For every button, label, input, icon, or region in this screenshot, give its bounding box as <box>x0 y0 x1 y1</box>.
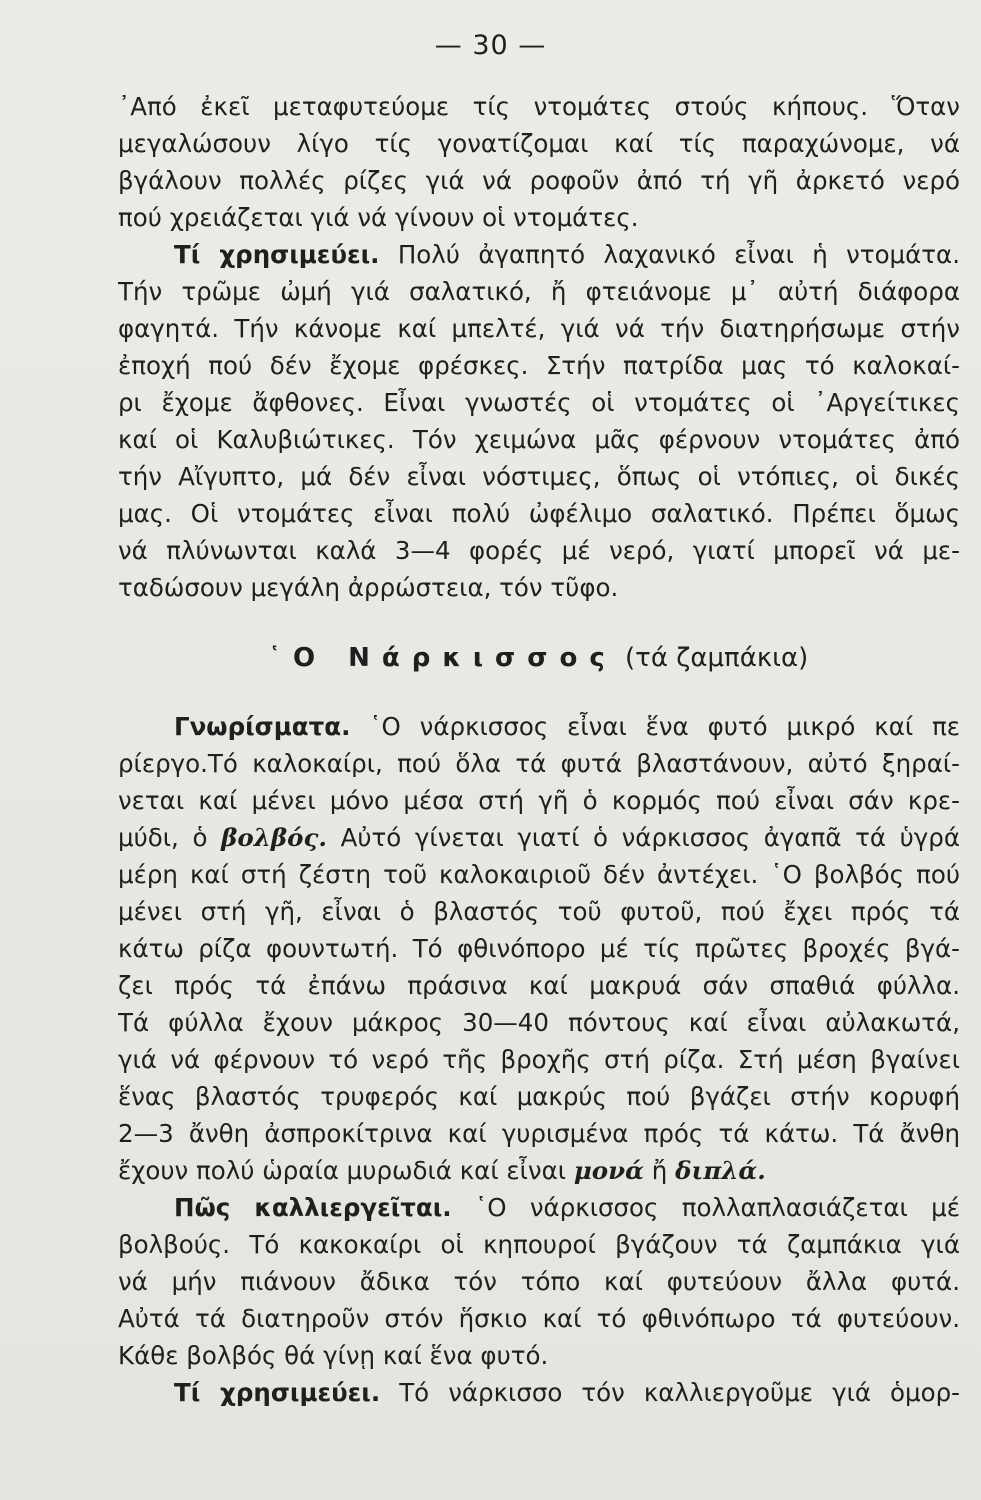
narcissus-section <box>118 708 960 1411</box>
text-line <box>118 708 960 745</box>
paragraph-label: Γνωρίσματα. <box>174 712 351 741</box>
text-line: ζει πρός τά ἐπάνω πράσινα καί μακρυά σάν σπαθιά φύλλα. <box>118 971 960 1000</box>
text-run: ἤ <box>651 1156 668 1185</box>
text-line <box>118 819 960 856</box>
tomato-section <box>118 88 960 606</box>
text-line: μέρη καί στή ζέστη τοῦ καλοκαιριοῦ δέν ἀντέχει. ῾Ο βολβός πού <box>118 860 960 889</box>
text-line: ρι ἔχομε ἄφθονες. Εἶναι γνωστές οἱ ντομάτες οἱ ᾿Αργείτικες <box>118 388 960 417</box>
text-line: κάτω ρίζα φουντωτή. Τό φθινόπορο μέ τίς πρῶτες βροχές βγά- <box>118 934 960 963</box>
text-line: Κάθε βολβός θά γίνῃ καί ἕνα φυτό. <box>118 1341 549 1370</box>
text-run: Αὐτό γίνεται γιατί ὁ νάρκισσος ἀγαπᾶ τά ὑγρά <box>340 823 960 852</box>
text-line: ᾿Από ἐκεῖ μεταφυτεύομε τίς ντομάτες στούς κήπους. Ὅταν <box>118 92 960 121</box>
emphasis-text: μονά <box>573 1156 644 1185</box>
text-line: πού χρειάζεται γιά νά γίνουν οἱ ντομάτες. <box>118 203 639 232</box>
text-line: γιά νά φέρνουν τό νερό τῆς βροχῆς στή ρίζα. Στή μέση βγαίνει <box>118 1045 960 1074</box>
emphasis-text: βολβός. <box>221 823 327 852</box>
paragraph-label: Τί χρησιμεύει. <box>174 1378 381 1407</box>
text-line: νά μήν πιάνουν ἄδικα τόν τόπο καί φυτεύουν ἄλλα φυτά. <box>118 1267 960 1296</box>
text-line: ἐποχή πού δέν ἔχομε φρέσκες. Στήν πατρίδα μας τό καλοκαί- <box>118 351 960 380</box>
text-line <box>118 1152 960 1189</box>
text-line: καί οἱ Καλυβιώτικες. Τόν χειμώνα μᾶς φέρνουν ντομάτες ἀπό <box>118 425 960 454</box>
text-line: 2—3 ἄνθη ἀσπροκίτρινα καί γυρισμένα πρός τά κάτω. Τά ἄνθη <box>118 1119 960 1148</box>
text-line: μας. Οἱ ντομάτες εἶναι πολύ ὠφέλιμο σαλατικό. Πρέπει ὅμως <box>118 499 960 528</box>
text-line: φαγητά. Τήν κάνομε καί μπελτέ, γιά νά τήν διατηρήσωμε στήν <box>118 314 960 343</box>
text-line <box>118 236 960 273</box>
text-run: ῾Ο νάρκισσος πολλαπλασιάζεται μέ <box>474 1193 960 1222</box>
text-line: βγάλουν πολλές ρίζες γιά νά ροφοῦν ἀπό τή γῆ ἀρκετό νερό <box>118 166 960 195</box>
text-run: ἔχουν πολύ ὡραία μυρωδιά καί εἶναι <box>118 1156 567 1185</box>
emphasis-text: διπλά. <box>675 1156 766 1185</box>
text-line: ρίεργο.Τό καλοκαίρι, πού ὅλα τά φυτά βλαστάνουν, αὐτό ξηραί- <box>118 749 960 778</box>
text-line <box>118 1374 960 1411</box>
page-number: — 30 — <box>434 30 547 61</box>
text-line: βολβούς. Τό κακοκαίρι οἱ κηπουροί βγάζουν τά ζαμπάκια γιά <box>118 1230 960 1259</box>
text-run: μύδι, ὁ <box>118 823 208 852</box>
paragraph-label: Τί χρησιμεύει. <box>174 240 380 269</box>
heading-title: ῾Ο Νάρκισσος <box>268 643 617 673</box>
text-line: νά πλύνωνται καλά 3—4 φορές μέ νερό, γιατί μπορεῖ νά με- <box>118 536 960 565</box>
text-line: Τήν τρῶμε ὠμή γιά σαλατικό, ἤ φτειάνομε μ᾽ αὐτή διάφορα <box>118 277 960 306</box>
text-line: νεται καί μένει μόνο μέσα στή γῆ ὁ κορμός πού εἶναι σάν κρε- <box>118 786 960 815</box>
section-heading <box>268 638 868 678</box>
heading-subtitle: (τά ζαμπάκια) <box>625 643 809 673</box>
text-run: Τό νάρκισσο τόν καλλιεργοῦμε γιά ὁμορ- <box>399 1378 960 1407</box>
text-line <box>118 1189 960 1226</box>
text-line: ταδώσουν μεγάλη ἀρρώστεια, τόν τῦφο. <box>118 573 619 602</box>
paragraph-label: Πῶς καλλιεργεῖται. <box>174 1193 452 1222</box>
text-line: τήν Αἴγυπτο, μά δέν εἶναι νόστιμες, ὅπως οἱ ντόπιες, οἱ δικές <box>118 462 960 491</box>
text-line: μεγαλώσουν λίγο τίς γονατίζομαι καί τίς παραχώνομε, νά <box>118 129 960 158</box>
text-line: μένει στή γῆ, εἶναι ὁ βλαστός τοῦ φυτοῦ, πού ἔχει πρός τά <box>118 897 960 926</box>
text-line: Αὐτά τά διατηροῦν στόν ἥσκιο καί τό φθινόπωρο τά φυτεύουν. <box>118 1304 960 1333</box>
text-run: ῾Ο νάρκισσος εἶναι ἕνα φυτό μικρό καί πε <box>369 712 960 741</box>
text-line: Τά φύλλα ἔχουν μάκρος 30—40 πόντους καί εἶναι αὐλακωτά, <box>118 1008 960 1037</box>
text-run: Πολύ ἀγαπητό λαχανικό εἶναι ἡ ντομάτα. <box>397 240 960 269</box>
text-line: ἕνας βλαστός τρυφερός καί μακρύς πού βγάζει στήν κορυφή <box>118 1082 960 1111</box>
